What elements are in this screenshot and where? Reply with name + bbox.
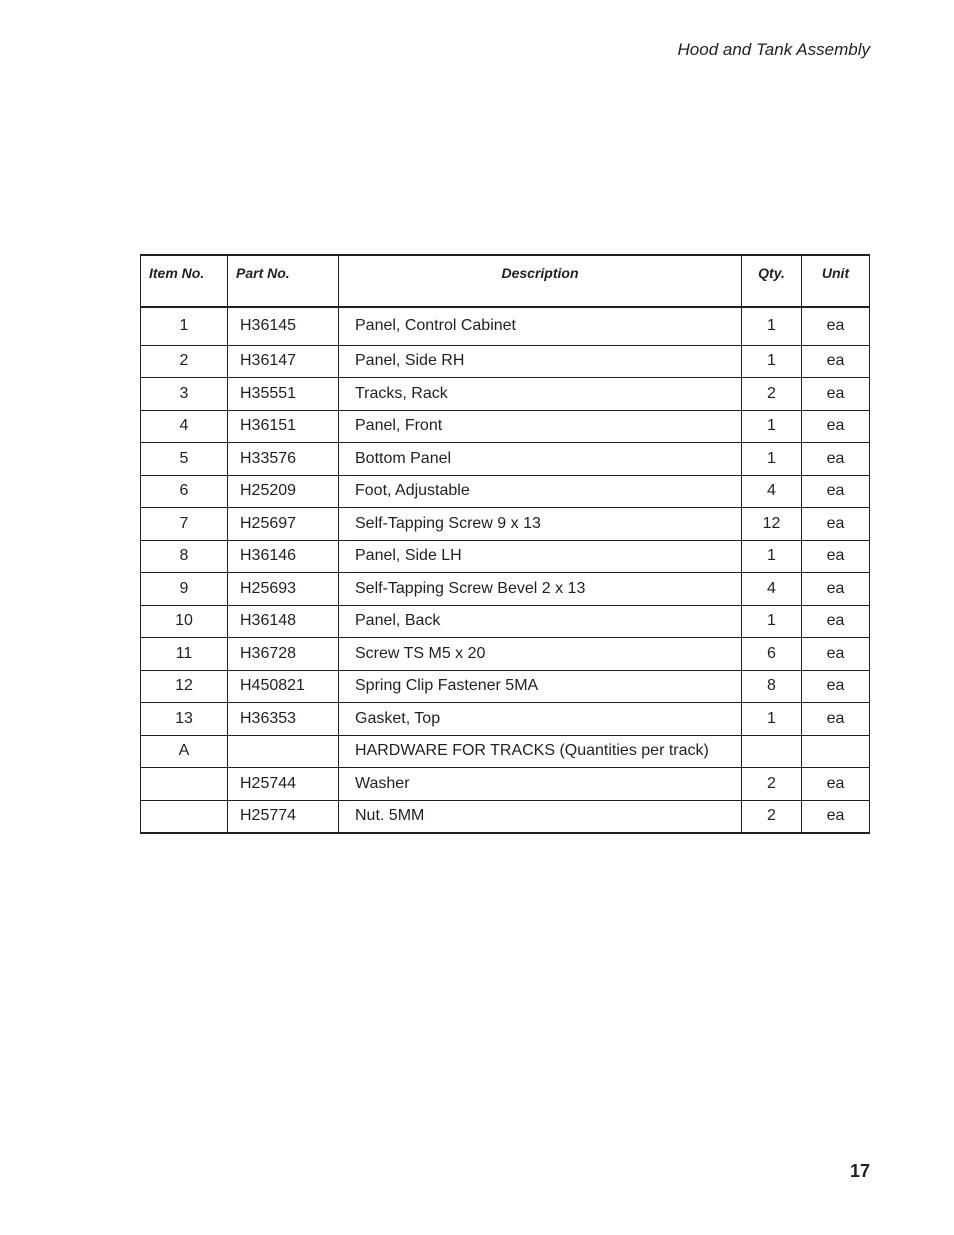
part-no-cell bbox=[228, 735, 339, 768]
unit-cell: ea bbox=[802, 378, 870, 411]
table-row bbox=[141, 443, 870, 476]
qty-cell: 8 bbox=[742, 670, 802, 703]
item-no-cell: 3 bbox=[141, 378, 228, 411]
part-no-cell: H36353 bbox=[228, 703, 339, 736]
description-cell: Gasket, Top bbox=[339, 703, 742, 736]
part-no-cell: H25693 bbox=[228, 573, 339, 606]
qty-cell: 1 bbox=[742, 410, 802, 443]
part-no-cell: H36151 bbox=[228, 410, 339, 443]
part-no-cell: H25209 bbox=[228, 475, 339, 508]
table-row bbox=[141, 638, 870, 671]
unit-cell: ea bbox=[802, 605, 870, 638]
qty-cell: 4 bbox=[742, 475, 802, 508]
unit-cell: ea bbox=[802, 345, 870, 378]
unit-cell: ea bbox=[802, 703, 870, 736]
table-row bbox=[141, 307, 870, 345]
description-cell: Nut. 5MM bbox=[339, 800, 742, 833]
part-no-cell: H36147 bbox=[228, 345, 339, 378]
table-row bbox=[141, 378, 870, 411]
item-no-cell: 13 bbox=[141, 703, 228, 736]
unit-cell: ea bbox=[802, 573, 870, 606]
description-cell: Panel, Side RH bbox=[339, 345, 742, 378]
description-cell: Screw TS M5 x 20 bbox=[339, 638, 742, 671]
part-no-cell: H36148 bbox=[228, 605, 339, 638]
item-no-cell: 1 bbox=[141, 307, 228, 345]
table-row bbox=[141, 345, 870, 378]
part-no-cell: H36145 bbox=[228, 307, 339, 345]
unit-cell bbox=[802, 735, 870, 768]
unit-cell: ea bbox=[802, 768, 870, 801]
table-row bbox=[141, 703, 870, 736]
part-no-cell: H35551 bbox=[228, 378, 339, 411]
page-header-title: Hood and Tank Assembly bbox=[677, 40, 870, 59]
unit-cell: ea bbox=[802, 638, 870, 671]
qty-cell: 1 bbox=[742, 443, 802, 476]
page-number: 17 bbox=[849, 1161, 870, 1181]
description-cell: Spring Clip Fastener 5MA bbox=[339, 670, 742, 703]
description-cell: Panel, Back bbox=[339, 605, 742, 638]
table-row bbox=[141, 573, 870, 606]
table-row bbox=[141, 475, 870, 508]
table-body bbox=[141, 307, 870, 833]
table-row bbox=[141, 540, 870, 573]
table-row bbox=[141, 508, 870, 541]
qty-cell: 1 bbox=[742, 540, 802, 573]
description-cell: Foot, Adjustable bbox=[339, 475, 742, 508]
qty-cell: 2 bbox=[742, 378, 802, 411]
table-row bbox=[141, 670, 870, 703]
unit-cell: ea bbox=[802, 443, 870, 476]
item-no-cell: 10 bbox=[141, 605, 228, 638]
qty-cell: 1 bbox=[742, 345, 802, 378]
item-no-cell: 8 bbox=[141, 540, 228, 573]
column-header-part-no: Part No. bbox=[228, 255, 339, 307]
description-cell: Bottom Panel bbox=[339, 443, 742, 476]
qty-cell: 12 bbox=[742, 508, 802, 541]
parts-table bbox=[140, 254, 870, 834]
item-no-cell bbox=[141, 800, 228, 833]
qty-cell: 4 bbox=[742, 573, 802, 606]
table-row bbox=[141, 410, 870, 443]
item-no-cell: 12 bbox=[141, 670, 228, 703]
description-cell: Tracks, Rack bbox=[339, 378, 742, 411]
item-no-cell bbox=[141, 768, 228, 801]
qty-cell: 2 bbox=[742, 800, 802, 833]
part-no-cell: H33576 bbox=[228, 443, 339, 476]
item-no-cell: 4 bbox=[141, 410, 228, 443]
column-header-item-no: Item No. bbox=[141, 255, 228, 307]
unit-cell: ea bbox=[802, 410, 870, 443]
part-no-cell: H25697 bbox=[228, 508, 339, 541]
item-no-cell: 5 bbox=[141, 443, 228, 476]
description-cell: Panel, Front bbox=[339, 410, 742, 443]
item-no-cell: 6 bbox=[141, 475, 228, 508]
item-no-cell: 7 bbox=[141, 508, 228, 541]
description-cell: Washer bbox=[339, 768, 742, 801]
table-row bbox=[141, 735, 870, 768]
column-header-unit: Unit bbox=[802, 255, 870, 307]
part-no-cell: H25774 bbox=[228, 800, 339, 833]
description-cell: Panel, Side LH bbox=[339, 540, 742, 573]
part-no-cell: H450821 bbox=[228, 670, 339, 703]
qty-cell bbox=[742, 735, 802, 768]
table-header-row bbox=[141, 255, 870, 307]
qty-cell: 6 bbox=[742, 638, 802, 671]
unit-cell: ea bbox=[802, 540, 870, 573]
column-header-description: Description bbox=[339, 255, 742, 307]
table-row bbox=[141, 768, 870, 801]
description-cell: Panel, Control Cabinet bbox=[339, 307, 742, 345]
item-no-cell: 9 bbox=[141, 573, 228, 606]
unit-cell: ea bbox=[802, 800, 870, 833]
unit-cell: ea bbox=[802, 508, 870, 541]
unit-cell: ea bbox=[802, 670, 870, 703]
item-no-cell: A bbox=[141, 735, 228, 768]
description-cell: HARDWARE FOR TRACKS (Quantities per track) bbox=[339, 735, 742, 768]
unit-cell: ea bbox=[802, 475, 870, 508]
table-row bbox=[141, 800, 870, 833]
qty-cell: 1 bbox=[742, 307, 802, 345]
column-header-qty: Qty. bbox=[742, 255, 802, 307]
table-row bbox=[141, 605, 870, 638]
qty-cell: 1 bbox=[742, 703, 802, 736]
part-no-cell: H25744 bbox=[228, 768, 339, 801]
qty-cell: 2 bbox=[742, 768, 802, 801]
part-no-cell: H36728 bbox=[228, 638, 339, 671]
description-cell: Self-Tapping Screw 9 x 13 bbox=[339, 508, 742, 541]
item-no-cell: 11 bbox=[141, 638, 228, 671]
part-no-cell: H36146 bbox=[228, 540, 339, 573]
unit-cell: ea bbox=[802, 307, 870, 345]
description-cell: Self-Tapping Screw Bevel 2 x 13 bbox=[339, 573, 742, 606]
item-no-cell: 2 bbox=[141, 345, 228, 378]
qty-cell: 1 bbox=[742, 605, 802, 638]
